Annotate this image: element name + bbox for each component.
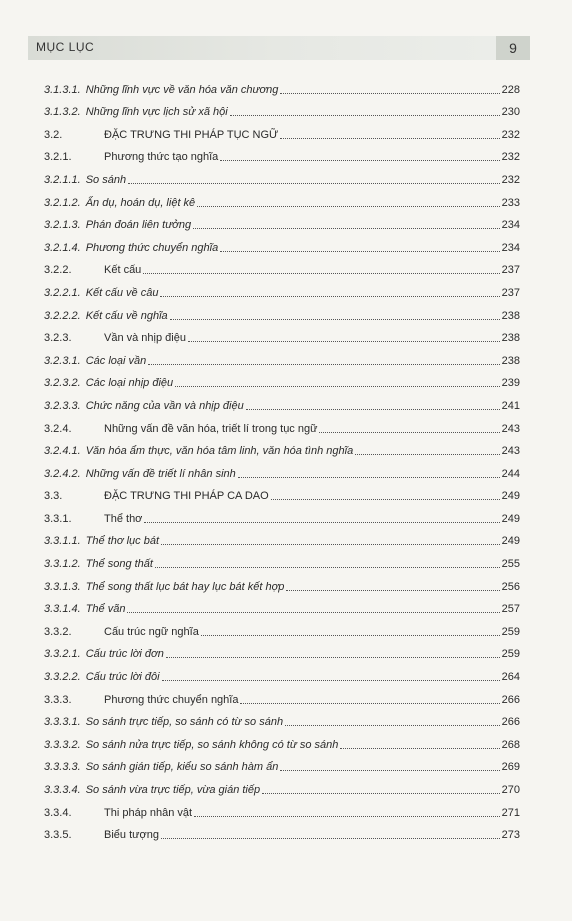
toc-entry[interactable] [44,436,520,459]
toc-entry-page: 259 [501,625,520,638]
toc-entry-title: Cấu trúc ngữ nghĩa [104,625,199,638]
toc-entry-page: 238 [501,332,520,345]
toc-entry-title: Thể song thất lục bát hay lục bát kết hợp [85,580,285,593]
dot-leader [161,543,500,545]
dot-leader [340,747,499,749]
toc-entry[interactable] [44,684,520,707]
toc-entry-page: 270 [501,784,520,796]
toc-entry[interactable] [44,413,520,436]
toc-entry[interactable] [44,729,520,752]
toc-entry[interactable] [44,820,520,843]
toc-entry-title: Vần và nhịp điệu [104,332,186,345]
toc-entry[interactable] [44,458,520,481]
toc-entry-number: 3.3.5. [44,829,72,842]
dot-leader [144,521,499,523]
toc-entry[interactable] [44,255,520,278]
toc-entry-title: Cấu trúc lời đơn [85,648,164,661]
toc-entry[interactable] [44,142,520,165]
toc-entry-page: 257 [501,603,520,616]
toc-entry[interactable] [44,639,520,662]
dot-leader [166,656,500,658]
toc-entry-number: 3.3.2.1. [44,648,81,661]
toc-entry-number: 3.2. [44,128,63,141]
dot-leader [280,769,499,771]
toc-entry-number: 3.3.1. [44,512,72,525]
toc-entry[interactable] [44,164,520,187]
dot-leader [280,92,499,94]
toc-entry-title: So sánh trực tiếp, so sánh có từ so sánh [85,716,284,729]
toc-entry-number: 3.2.3.3. [44,399,81,412]
dot-leader [355,453,499,455]
toc-entry-title: Chức năng của vần và nhịp điệu [85,399,244,412]
dot-leader [143,272,499,274]
toc-entry[interactable] [44,210,520,233]
toc-entry[interactable] [44,526,520,549]
toc-entry-title: Thể thơ lục bát [85,535,160,548]
toc-entry-title: Kết cấu về nghĩa [85,309,168,322]
toc-entry-title: Kết cấu về câu [85,286,159,299]
page-number: 9 [496,36,530,60]
header-title: MỤC LỤC [36,40,95,54]
dot-leader [188,340,500,342]
dot-leader [194,815,500,817]
toc-entry[interactable] [44,548,520,571]
toc-entry[interactable] [44,571,520,594]
toc-entry-page: 266 [501,693,520,706]
toc-entry-number: 3.2.1. [44,151,72,164]
toc-entry[interactable] [44,345,520,368]
toc-entry-title: Thể vãn [85,603,126,616]
dot-leader [262,792,500,794]
toc-entry[interactable] [44,594,520,617]
toc-entry-page: 232 [501,151,520,164]
running-header [28,36,528,60]
toc-entry-number: 3.1.3.2. [44,106,81,119]
dot-leader [319,431,499,433]
dot-leader [175,385,499,387]
toc-entry-page: 241 [501,399,520,412]
toc-entry-title: So sánh vừa trực tiếp, vừa gián tiếp [85,784,261,796]
dot-leader [201,634,500,636]
toc-entry-number: 3.2.1.4. [44,241,81,254]
toc-entry-page: 266 [501,716,520,729]
toc-entry-title: Kết cấu [104,264,142,277]
toc-entry-page: 238 [501,309,520,322]
toc-entry-title: Ẩn dụ, hoán dụ, liệt kê [85,196,196,209]
toc-entry-page: 233 [501,196,520,209]
toc-entry[interactable] [44,481,520,504]
toc-entry-title: Thể song thất [85,558,153,571]
toc-entry-number: 3.2.4.1. [44,445,81,458]
toc-entry-title: Phương thức chuyển nghĩa [85,241,219,254]
table-of-contents [44,74,520,842]
toc-entry[interactable] [44,74,520,97]
dot-leader [162,679,500,681]
toc-entry-title: ĐẶC TRƯNG THI PHÁP CA DAO [104,490,269,503]
dot-leader [128,182,500,184]
toc-entry[interactable] [44,661,520,684]
dot-leader [230,114,500,116]
toc-entry-page: 238 [501,354,520,367]
toc-entry-number: 3.3.4. [44,806,72,819]
toc-entry-number: 3.3.3.3. [44,761,81,774]
toc-entry-page: 271 [501,806,520,819]
toc-entry-title: Các loại vần [85,354,147,367]
dot-leader [160,295,499,297]
toc-entry-number: 3.3.2.2. [44,671,81,684]
toc-entry-page: 249 [501,535,520,548]
toc-entry[interactable] [44,300,520,323]
toc-entry-number: 3.2.1.2. [44,196,81,209]
toc-entry-page: 237 [501,264,520,277]
toc-entry-title: Thi pháp nhân vật [104,806,193,819]
toc-entry[interactable] [44,707,520,730]
toc-entry-number: 3.3.3.4. [44,784,81,796]
toc-entry-number: 3.2.4. [44,422,72,435]
toc-entry-title: Phương thức chuyển nghĩa [104,693,239,706]
dot-leader [246,408,500,410]
toc-entry-title: Cấu trúc lời đôi [85,671,160,684]
toc-entry-page: 264 [501,671,520,684]
toc-entry-title: Những lĩnh vực về văn hóa văn chương [85,83,279,96]
toc-entry-page: 237 [501,286,520,299]
toc-entry-number: 3.2.3.2. [44,377,81,390]
dot-leader [127,611,499,613]
toc-entry-page: 232 [501,173,520,186]
toc-entry-page: 230 [501,106,520,119]
toc-entry-page: 243 [501,445,520,458]
toc-entry-title: So sánh [85,173,127,186]
toc-entry-page: 269 [501,761,520,774]
toc-entry-title: Văn hóa ẩm thực, văn hóa tâm linh, văn hóa tình nghĩa [85,445,354,458]
toc-entry-title: Các loại nhịp điệu [85,377,174,390]
toc-entry[interactable] [44,752,520,775]
toc-entry[interactable] [44,232,520,255]
dot-leader [286,589,499,591]
toc-entry[interactable] [44,797,520,820]
toc-entry[interactable] [44,774,520,797]
toc-entry-number: 3.3.1.1. [44,535,81,548]
dot-leader [285,724,500,726]
toc-entry[interactable] [44,368,520,391]
toc-entry-number: 3.3.1.4. [44,603,81,616]
toc-entry-page: 239 [501,377,520,390]
toc-entry-title: So sánh nửa trực tiếp, so sánh không có từ so sánh [85,738,339,751]
toc-entry-page: 273 [501,829,520,842]
toc-entry-number: 3.2.1.1. [44,173,81,186]
dot-leader [271,498,500,500]
dot-leader [220,159,499,161]
toc-entry-title: Những lĩnh vực lịch sử xã hội [85,106,228,119]
toc-entry-number: 3.2.1.3. [44,219,81,232]
dot-leader [197,205,499,207]
dot-leader [170,318,500,320]
toc-entry[interactable] [44,616,520,639]
toc-entry-title: Những vấn đề triết lí nhân sinh [85,467,236,480]
toc-entry[interactable] [44,187,520,210]
toc-entry-title: Phán đoán liên tưởng [85,219,192,232]
toc-entry-number: 3.3.3. [44,693,72,706]
toc-entry-number: 3.2.3.1. [44,354,81,367]
dot-leader [148,363,499,365]
toc-entry-page: 243 [501,422,520,435]
toc-entry-number: 3.2.4.2. [44,467,81,480]
toc-entry-page: 228 [501,83,520,96]
toc-entry-page: 249 [501,512,520,525]
toc-entry[interactable] [44,390,520,413]
dot-leader [193,227,500,229]
toc-entry-number: 3.3.1.3. [44,580,81,593]
toc-entry-title: So sánh gián tiếp, kiểu so sánh hàm ẩn [85,761,279,774]
toc-entry-page: 232 [501,128,520,141]
toc-entry-page: 234 [501,219,520,232]
dot-leader [220,250,499,252]
toc-entry-number: 3.2.3. [44,332,72,345]
toc-entry-title: Những vấn đề văn hóa, triết lí trong tục ngữ [104,422,318,435]
dot-leader [280,137,499,139]
toc-entry-number: 3.2.2.2. [44,309,81,322]
toc-entry-number: 3.3.3.2. [44,738,81,751]
dot-leader [240,702,499,704]
toc-entry-number: 3.2.2.1. [44,286,81,299]
toc-entry-page: 259 [501,648,520,661]
toc-entry-page: 244 [501,467,520,480]
toc-entry-title: Phương thức tạo nghĩa [104,151,219,164]
toc-entry[interactable] [44,323,520,346]
toc-entry-page: 255 [501,558,520,571]
toc-entry-page: 234 [501,241,520,254]
toc-entry-number: 3.3.2. [44,625,72,638]
toc-entry[interactable] [44,277,520,300]
toc-entry-number: 3.3. [44,490,63,503]
toc-entry-number: 3.2.2. [44,264,72,277]
toc-entry-page: 249 [501,490,520,503]
toc-entry-page: 256 [501,580,520,593]
toc-entry-title: Biểu tượng [104,829,159,842]
dot-leader [238,476,500,478]
dot-leader [161,837,500,839]
dot-leader [155,566,500,568]
toc-entry-title: ĐẶC TRƯNG THI PHÁP TỤC NGỮ [104,128,279,141]
toc-entry-title: Thể thơ [104,512,143,525]
toc-entry-number: 3.3.1.2. [44,558,81,571]
toc-entry-page: 268 [501,738,520,751]
toc-entry[interactable] [44,119,520,142]
toc-entry[interactable] [44,503,520,526]
toc-entry[interactable] [44,97,520,120]
toc-entry-number: 3.3.3.1. [44,716,81,729]
toc-entry-number: 3.1.3.1. [44,83,81,96]
